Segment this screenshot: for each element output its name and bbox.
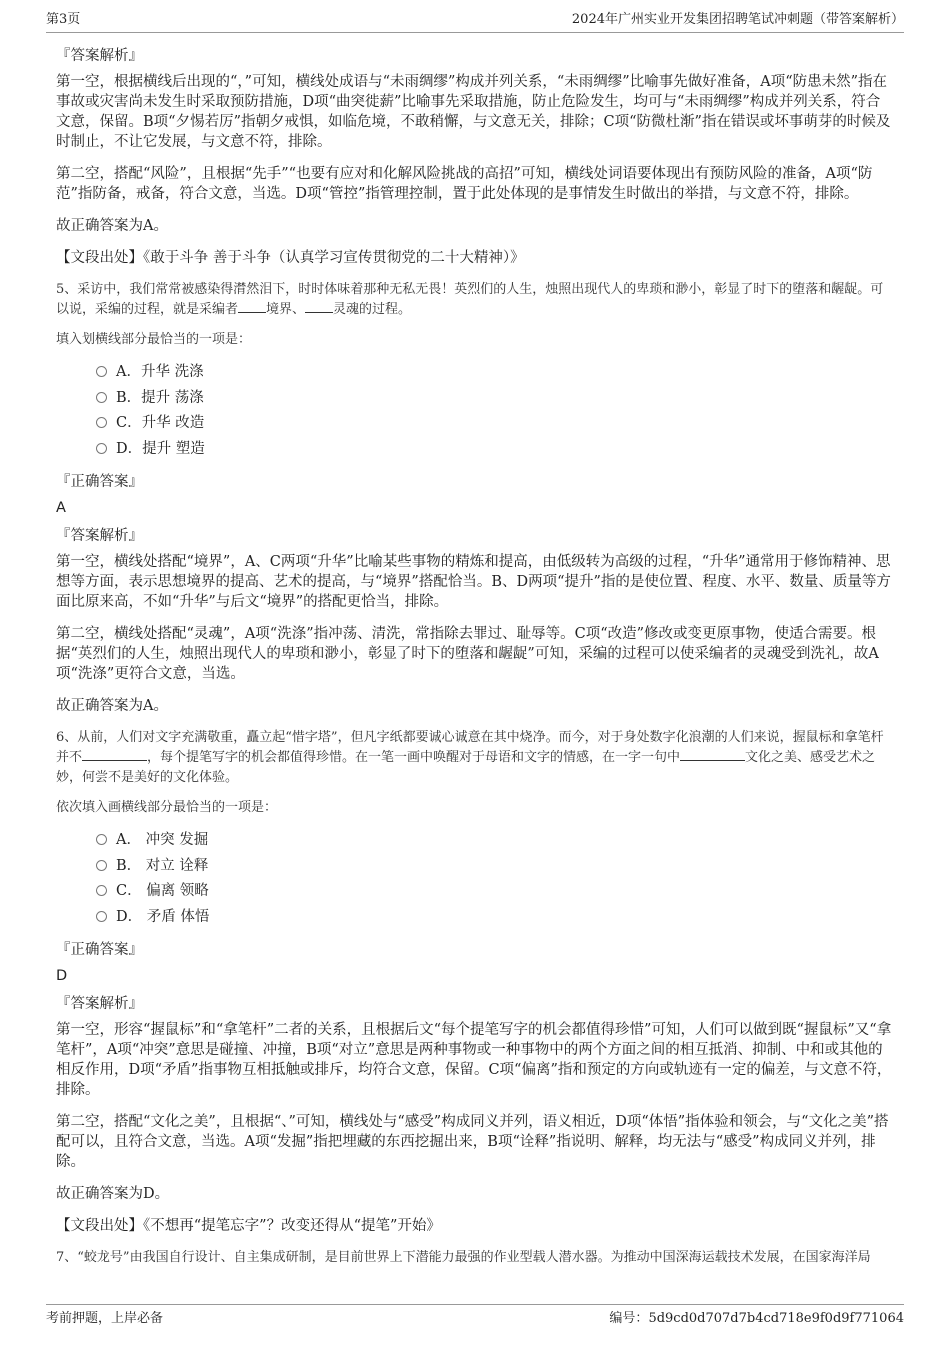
q7-question: 7、“蛟龙号”由我国自行设计、自主集成研制，是目前世界上下潜能力最强的作业型载人潜水器。为推动中国深海运载技术发展，在国家海洋局	[56, 1250, 871, 1265]
radio-button[interactable]	[96, 860, 107, 871]
radio-button[interactable]	[96, 417, 107, 428]
q6-question: 6、从前，人们对文字充满敬重，矗立起“惜字塔”，但凡字纸都要诚心诚意在其中烧净。而今，对于身处数字化浪潮的人们来说，握鼠标和拿笔杆并不 ，每个提笔写字的机会都值得珍惜。在一笔一画中唤醒对于母语和文字的情感，在一字一句中 文化之美、感受艺术之妙，何尝不是美好的文化体验。	[56, 730, 884, 785]
radio-button[interactable]	[96, 443, 107, 454]
q5-option-a[interactable]: A．升华 洗涤	[96, 362, 894, 388]
blank	[82, 760, 147, 761]
q5-analysis-p2: 第二空，横线处搭配“灵魂”，A项“洗涤”指冲荡、清洗，常指除去罪过、耻辱等。C项“改造”修改或变更原事物，使适合需要。根据“英烈们的人生，烛照出现代人的卑琐和渺小，彰显了时下的堕落和龌龊”可知，采编的过程可以使采编者的灵魂受到洗礼，故A项“洗涤”更符合文意，当选。	[56, 626, 879, 682]
document-title: 2024年广州实业开发集团招聘笔试冲刺题（带答案解析）	[571, 12, 904, 27]
q6-option-a[interactable]: A． 冲突 发掘	[96, 830, 894, 856]
q6-prompt: 依次填入画横线部分最恰当的一项是：	[56, 800, 278, 815]
q4-analysis-p1: 第一空，根据横线后出现的“，”可知，横线处成语与“未雨绸缪”构成并列关系，“未雨绸缪”比喻事先做好准备，A项“防患未然”指在事故或灾害尚未发生时采取预防措施，D项“曲突徙薪”比喻事先采取措施，防止危险发生，均可与“未雨绸缪”构成并列关系，符合文意，保留。B项“夕惕若厉”指朝夕戒惧，如临危境，不敢稍懈，与文意无关，排除；C项“防微杜渐”指在错误或坏事萌芽的时候及时制止，不让它发展，与文意不符，排除。	[56, 74, 891, 150]
q6-option-c[interactable]: C． 偏离 领略	[96, 881, 894, 907]
document-code	[609, 1305, 904, 1333]
page-header	[46, 10, 904, 33]
q6-analysis-p2: 第二空，搭配“文化之美”，且根据“、”可知，横线处与“感受”构成同义并列，语义相近，D项“体悟”指体验和领会，与“文化之美”搭配可以，且符合文意，当选。A项“发掘”指把埋藏的东西挖掘出来，B项“诠释”指说明、解释，均无法与“感受”构成同义并列，排除。	[56, 1114, 889, 1170]
q4-source: 【文段出处】《敢于斗争 善于斗争（认真学习宣传贯彻党的二十大精神）》	[56, 250, 525, 266]
blank	[238, 312, 266, 313]
q5-conclusion: 故正确答案为A。	[56, 698, 168, 714]
page-number: 第3页	[46, 12, 81, 27]
q5-option-b[interactable]: B．提升 荡涤	[96, 388, 894, 414]
q5-analysis-p1: 第一空，横线处搭配“境界”，A、C两项“升华”比喻某些事物的精炼和提高，由低级转为高级的过程，“升华”通常用于修饰精神、思想等方面，表示思想境界的提高、艺术的提高，与“境界”搭配恰当。B、D两项“提升”指的是使位置、程度、水平、数量、质量等方面比原来高，不如“升华”与后文“境界”的搭配更恰当，排除。	[56, 554, 891, 610]
q6-correct-answer: D	[56, 968, 68, 984]
code-value: 5d9cd0d707d7b4cd718e9f0d9f771064	[648, 1311, 904, 1326]
page-content	[56, 38, 894, 1278]
q5-option-c[interactable]: C．升华 改造	[96, 413, 894, 439]
blank	[680, 760, 745, 761]
radio-button[interactable]	[96, 834, 107, 845]
code-label: 编号：	[609, 1311, 649, 1326]
q5-prompt: 填入划横线部分最恰当的一项是：	[56, 332, 252, 347]
q4-analysis-p2: 第二空，搭配“风险”，且根据“先手”“也要有应对和化解风险挑战的高招”可知，横线处词语要体现出有预防风险的准备，A项“防范”指防备，戒备，符合文意，当选。D项“管控”指管理控制，置于此处体现的是事情发生时做出的举措，与文意不符，排除。	[56, 166, 873, 202]
q5-option-d[interactable]: D．提升 塑造	[96, 439, 894, 465]
q6-option-d[interactable]: D． 矛盾 体悟	[96, 907, 894, 933]
q4-conclusion: 故正确答案为A。	[56, 218, 168, 234]
radio-button[interactable]	[96, 885, 107, 896]
q5-options	[96, 362, 894, 464]
footer-slogan: 考前押题，上岸必备	[46, 1311, 164, 1326]
q6-option-b[interactable]: B． 对立 诠释	[96, 856, 894, 882]
radio-button[interactable]	[96, 911, 107, 922]
radio-button[interactable]	[96, 366, 107, 377]
q6-analysis-p1: 第一空，形容“握鼠标”和“拿笔杆”二者的关系，且根据后文“每个提笔写字的机会都值得珍惜”可知，人们可以做到既“握鼠标”又“拿笔杆”，A项“冲突”意思是碰撞、冲撞，B项“对立”意思是两种事物或一种事物中的两个方面之间的相互抵消、抑制、中和或其他的相反作用，D项“矛盾”指事物互相抵触或排斥，均符合文意，保留。C项“偏离”指和预定的方向或轨迹有一定的偏差，与文意不符，排除。	[56, 1022, 892, 1098]
q5-correct-answer: A	[56, 500, 66, 516]
q5-correct-label: 『正确答案』	[56, 474, 143, 490]
q4-analysis-label: 『答案解析』	[56, 48, 143, 64]
radio-button[interactable]	[96, 392, 107, 403]
q6-analysis-label: 『答案解析』	[56, 996, 143, 1012]
q5-analysis-label: 『答案解析』	[56, 528, 143, 544]
q5-question: 5、采访中，我们常常被感染得潸然泪下，时时体味着那种无私无畏！英烈们的人生，烛照出现代人的卑琐和渺小，彰显了时下的堕落和龌龊。可以说，采编的过程，就是采编者 境界、 灵魂的过程。	[56, 282, 884, 317]
blank	[305, 312, 333, 313]
q6-conclusion: 故正确答案为D。	[56, 1186, 170, 1202]
q6-correct-label: 『正确答案』	[56, 942, 143, 958]
q6-options	[96, 830, 894, 932]
page-footer	[46, 1304, 904, 1333]
q6-source: 【文段出处】《不想再“提笔忘字”？改变还得从“提笔”开始》	[56, 1218, 441, 1234]
